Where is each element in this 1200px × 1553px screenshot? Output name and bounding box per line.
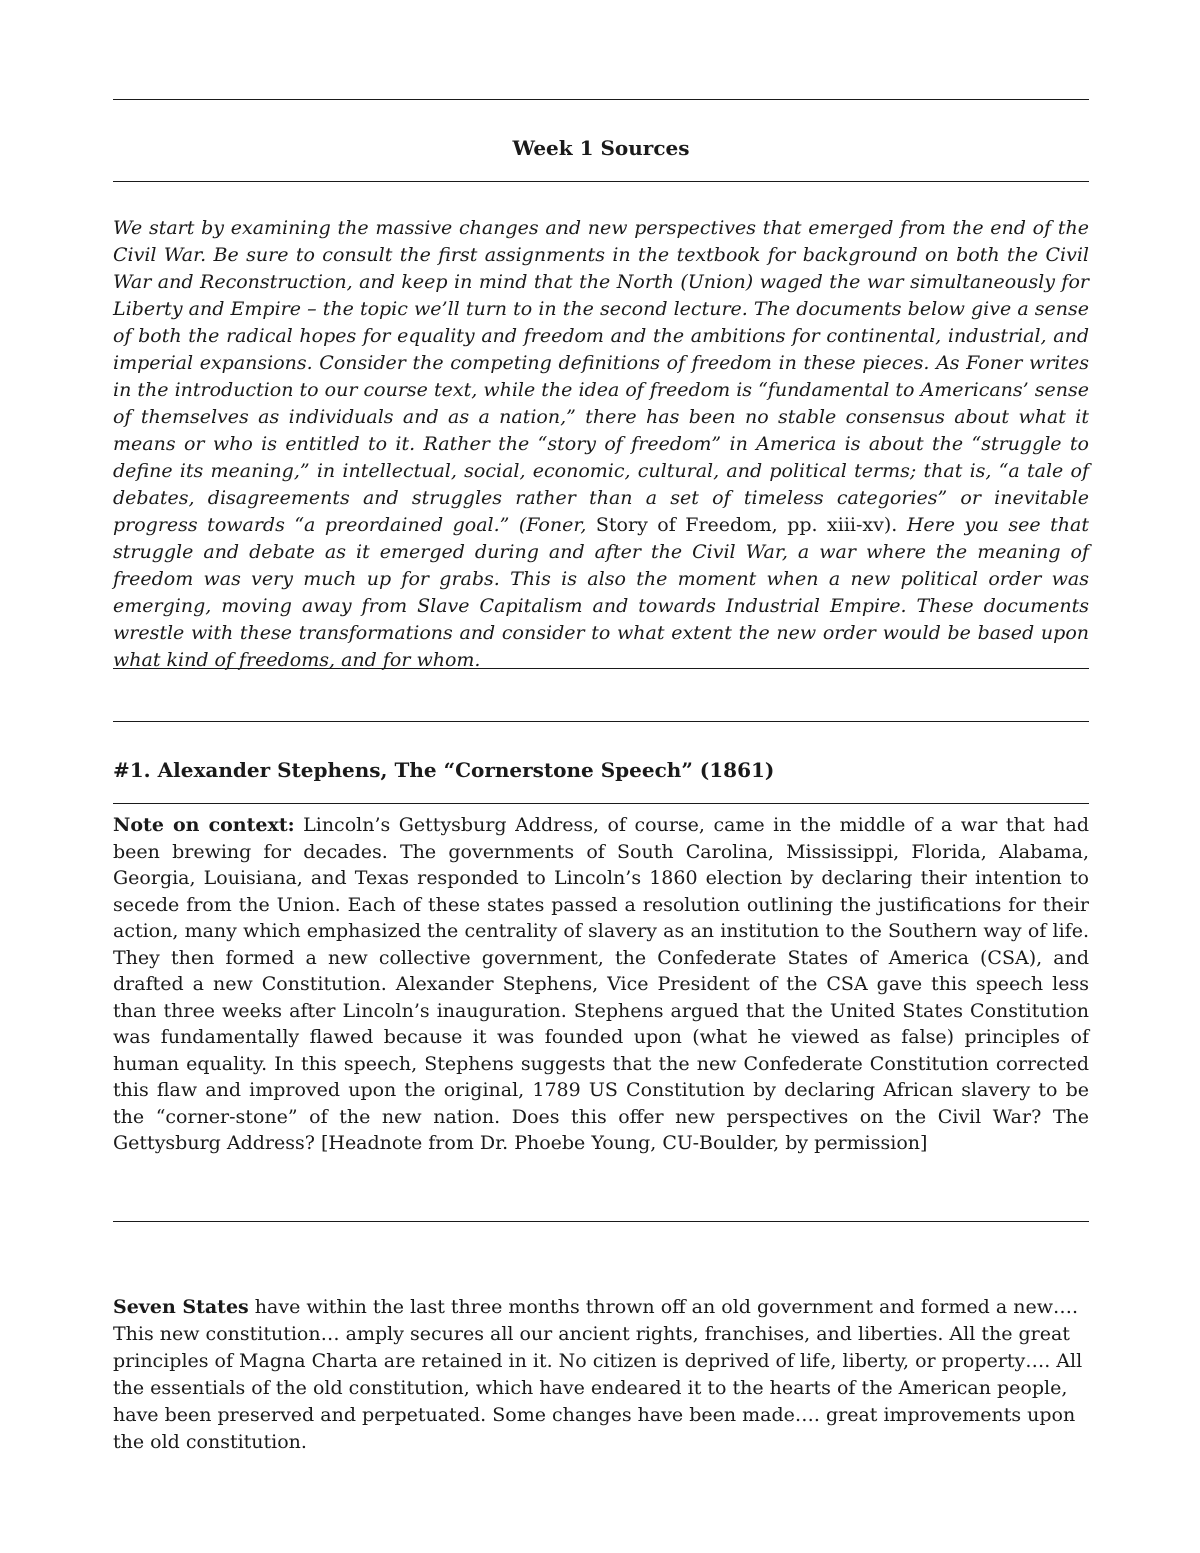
horizontal-rule [113, 99, 1089, 100]
intro-paragraph [113, 215, 1089, 674]
context-note-label: Note on context: [113, 814, 295, 836]
speech-excerpt-text: have within the last three months thrown off an old government and formed a new…. This new constitution… amply secures all our ancient rights, franchises, and liberties. All the great principles of Magna Charta are retained in it. No citizen is deprived of life, liberty, or property…. All the essentials of the old constitution, which have endeared it to the hearts of the American people, have been preserved and perpetuated. Some changes have been made…. great improvements upon the old constitution. [113, 1296, 1083, 1453]
intro-citation-book: Story of Freedom, pp. xiii-xv). [595, 514, 898, 536]
horizontal-rule [113, 803, 1089, 804]
intro-text-part1: We start by examining the massive changes and new perspectives that emerged from the end of the Civil War. Be sure to consult the first assignments in the textbook for background on both the Civil War and Reconstruction, and keep in mind that the North (Union) waged the war simultaneously for Liberty and Empire – the topic we’ll turn to in the second lecture. The documents below give a sense of both the radical hopes for equality and freedom and the ambitions for continental, industrial, and imperial expansions. Consider the competing definitions of freedom in these pieces. As Foner writes in the introduction to our course text, while the idea of freedom is “fundamental to Americans’ sense of themselves as individuals and as a nation,” there has been no stable consensus about what it means or who is entitled to it. Rather the “story of freedom” in America is about the “struggle to define its meaning,” in intellectual, social, economic, cultural, and political terms; that is, “a tale of debates, disagreements and struggles rather than a set of timeless categories” or inevitable progress towards “a preordained goal.” (Foner, [113, 217, 1089, 536]
horizontal-rule [113, 1221, 1089, 1222]
section-heading: #1. Alexander Stephens, The “Cornerstone Speech” (1861) [113, 758, 775, 782]
speech-excerpt-lead: Seven States [113, 1296, 249, 1318]
horizontal-rule [113, 181, 1089, 182]
context-note-paragraph [113, 812, 1089, 1157]
intro-text-part2: Here you see that struggle and debate as it emerged during and after the Civil War, a war where the meaning of freedom was very much up for grabs. This is also the moment when a new political order was emerging, moving away from Slave Capitalism and towards Industrial Empire. These documents wrestle with these transformations and consider to what extent the new order would be based upon what kind of freedoms, and for whom. [113, 514, 1089, 671]
speech-excerpt-paragraph [113, 1294, 1089, 1456]
horizontal-rule [113, 721, 1089, 722]
context-note-text: Lincoln’s Gettysburg Address, of course, came in the middle of a war that had been brewing for decades. The governments of South Carolina, Mississippi, Florida, Alabama, Georgia, Louisiana, and Texas responded to Lincoln’s 1860 election by declaring their intention to secede from the Union. Each of these states passed a resolution outlining the justifications for their action, many which emphasized the centrality of slavery as an institution to the Southern way of life. They then formed a new collective government, the Confederate States of America (CSA), and drafted a new Constitution. Alexander Stephens, Vice President of the CSA gave this speech less than three weeks after Lincoln’s inauguration. Stephens argued that the United States Constitution was fundamentally flawed because it was founded upon (what he viewed as false) principles of human equality. In this speech, Stephens suggests that the new Confederate Constitution corrected this flaw and improved upon the original, 1789 US Constitution by declaring African slavery to be the “corner-stone” of the new nation. Does this offer new perspectives on the Civil War? The Gettysburg Address? [Headnote from Dr. Phoebe Young, CU-Boulder, by permission] [113, 814, 1089, 1154]
horizontal-rule [113, 668, 1089, 669]
page-title: Week 1 Sources [512, 136, 690, 160]
